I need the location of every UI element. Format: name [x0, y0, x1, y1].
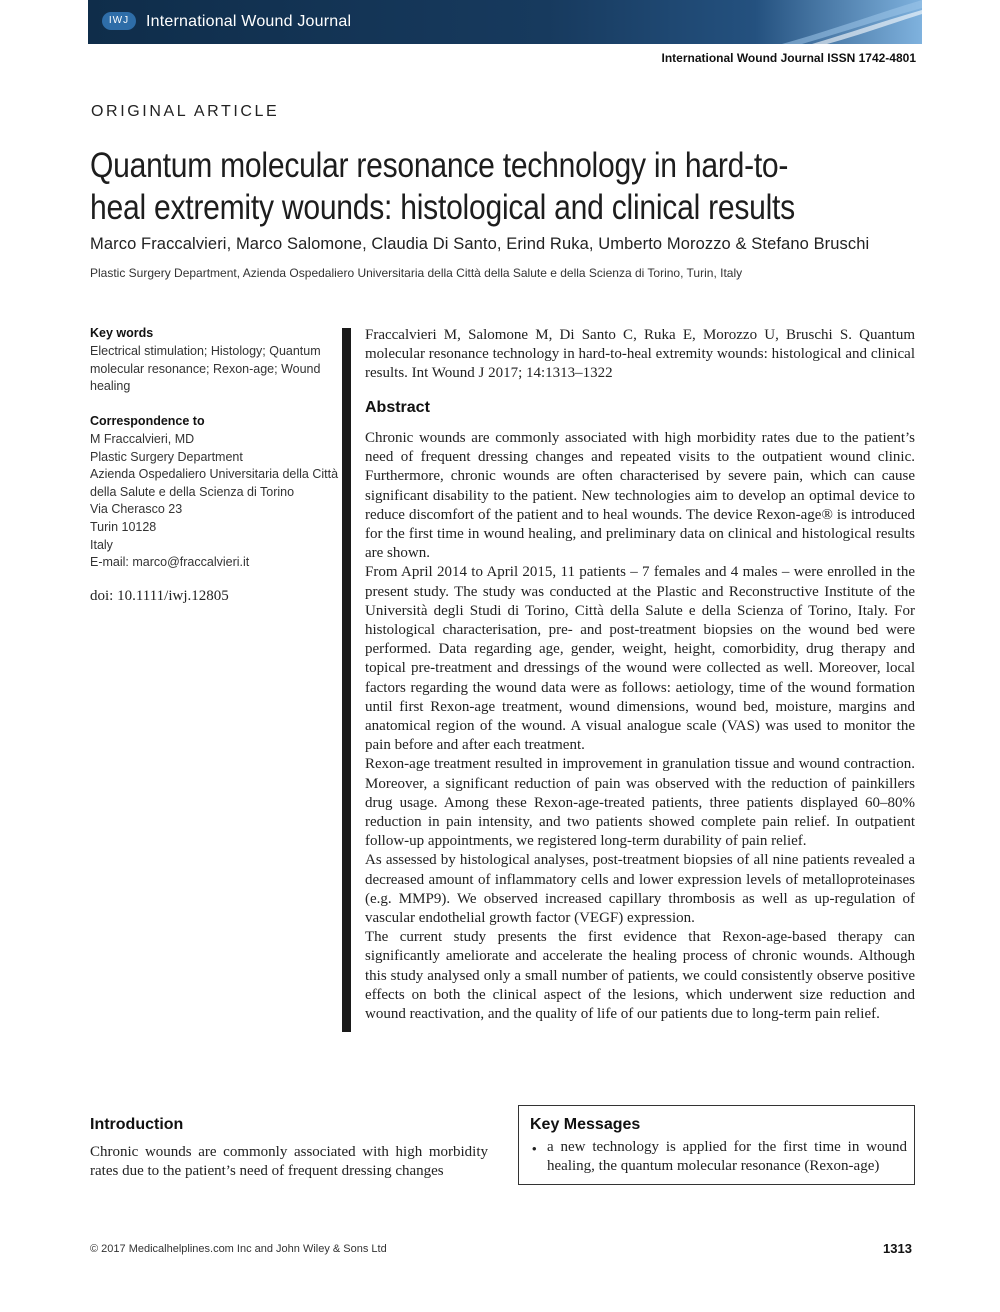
keywords-list: Electrical stimulation; Histology; Quantum molecular resonance; Rexon-age; Wound healing [90, 344, 321, 394]
key-messages-box [518, 1105, 915, 1185]
bullet-icon: • [532, 1141, 537, 1156]
abstract-side-rule [342, 328, 351, 1032]
journal-banner [88, 0, 922, 44]
key-messages-heading: Key Messages [530, 1116, 641, 1133]
correspondence-line: Italy [90, 537, 113, 552]
doi-link[interactable]: doi: 10.1111/iwj.12805 [90, 588, 229, 604]
key-message-item: a new technology is applied for the first time in wound healing, the quantum molecular resonance (Rexon-age) [547, 1139, 907, 1175]
introduction-heading: Introduction [90, 1116, 184, 1133]
copyright-notice: © 2017 Medicalhelplines.com Inc and John Wiley & Sons Ltd [90, 1243, 387, 1255]
correspondence-line: Via Cherasco 23 [90, 502, 183, 517]
abstract-paragraph: The current study presents the first evidence that Rexon-age-based therapy can significantly ameliorate and accelerate the healing process of chronic wounds. Although this study analysed only a small number of patients, we could consistently observe positive effects on both the clinical aspect of the lesions, which underwent size reduction and wound reactivation, and the quality of life of our patients due to long-term pain relief. [365, 929, 915, 1023]
abstract-heading: Abstract [365, 399, 430, 416]
author-affiliation: Plastic Surgery Department, Azienda Ospedaliero Universitaria della Città della Salute e della Scienza di Torino, Turin, Italy [90, 266, 743, 280]
article-type: ORIGINAL ARTICLE [91, 103, 280, 120]
correspondence-line: della Salute e della Scienza di Torino [90, 484, 295, 499]
abstract-paragraph: Chronic wounds are commonly associated with high morbidity rates due to the patient’s need of frequent dressing changes and repeated visits to the outpatient wound clinic. Furthermore, chronic wounds are often characterised by severe pain, which can cause significant disability to the patient. New technologies aim to develop an optimal device to reduce discomfort of the patient and to heal wounds. The device Rexon-age® is introduced for the first time in wound healing, and preliminary data on clinical and histological results are shown. [365, 430, 915, 562]
keywords-heading: Key words [90, 326, 154, 340]
correspondence-heading: Correspondence to [90, 414, 205, 428]
correspondence-line: Azienda Ospedaliero Universitaria della Città [90, 467, 339, 482]
article-title: Quantum molecular resonance technology in hard-to-heal extremity wounds: histological and clinical results [90, 146, 795, 227]
correspondence-address [90, 431, 340, 572]
author-list: Marco Fraccalvieri, Marco Salomone, Claudia Di Santo, Erind Ruka, Umberto Morozzo & Stefano Bruschi [90, 235, 870, 253]
correspondence-email[interactable]: E-mail: marco@fraccalvieri.it [90, 555, 250, 570]
abstract-paragraph: From April 2014 to April 2015, 11 patients – 7 females and 4 males – were enrolled in the present study. The study was conducted at the Plastic and Reconstructive Institute of the Università degli Studi di Torino, Città della Salute e della Scienza of Torino, Italy. For histological characterisation, pre- and post-treatment biopsies on the wound bed were performed. Data regarding age, gender, weight, height, comorbidity, drug therapy and topical pre-treatment and dressings of the wound were collected as well. Moreover, local factors regarding the wound data were as follows: aetiology, time of the wound formation until first Rexon-age treatment, wound dimensions, wound bed, moisture, margins and anatomical region of the wound. A visual analogue scale (VAS) was used to monitor the pain before and after each treatment. [365, 564, 915, 754]
abstract-body [365, 429, 915, 1024]
journal-logo-badge: IWJ [102, 12, 136, 30]
correspondence-line: Plastic Surgery Department [90, 449, 243, 464]
abstract-paragraph: As assessed by histological analyses, post-treatment biopsies of all nine patients revealed a decreased amount of inflammatory cells and lower expression levels of metalloproteinases (e.g. MMP9). We observed increased capillary thrombosis as well as up-regulation of vascular endothelial growth factor (VEGF) expression. [365, 852, 915, 927]
introduction-text: Chronic wounds are commonly associated with high morbidity rates due to the patient’s need of frequent dressing changes [90, 1144, 488, 1180]
page-number: 1313 [883, 1241, 912, 1256]
article-citation: Fraccalvieri M, Salomone M, Di Santo C, Ruka E, Morozzo U, Bruschi S. Quantum molecular resonance technology in hard-to-heal extremity wounds: histological and clinical results. Int Wound J 2017; 14:1313–1322 [365, 327, 915, 382]
correspondence-line: M Fraccalvieri, MD [90, 432, 195, 446]
banner-swoosh-graphic [742, 0, 922, 44]
journal-issn: International Wound Journal ISSN 1742-4801 [661, 51, 916, 65]
abstract-paragraph: Rexon-age treatment resulted in improvement in granulation tissue and wound contraction. Moreover, a significant reduction of pain was observed with the reduction of painkillers drug usage. Among these Rexon-age-treated patients, three patients displayed 60–80% reduction in pain intensity, and two patients showed complete pain relief. In outpatient follow-up appointments, we registered long-term durability of pain relief. [365, 756, 915, 850]
correspondence-line: Turin 10128 [90, 519, 157, 534]
journal-name: International Wound Journal [146, 13, 352, 30]
